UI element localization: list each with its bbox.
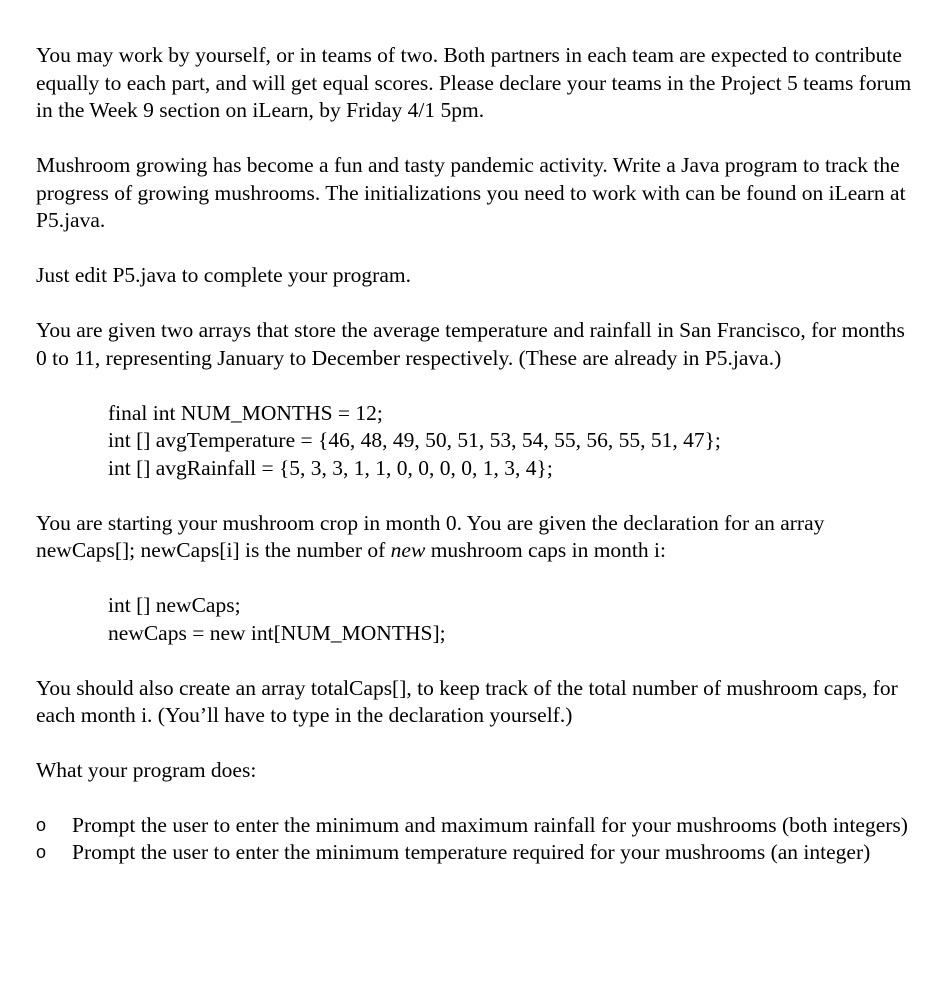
program-heading: What your program does: bbox=[36, 758, 257, 782]
newcaps-intro-paragraph bbox=[36, 510, 916, 565]
arrays-intro-paragraph: You are given two arrays that store the average temperature and rainfall in San Francisco, for months 0 to 11, representing January to December respectively. (These are already in P5.java.) bbox=[36, 318, 905, 370]
arrays-code-block bbox=[108, 400, 916, 483]
requirements-list bbox=[36, 812, 916, 867]
task-paragraph: Mushroom growing has become a fun and tasty pandemic activity. Write a Java program to track the progress of growing mushrooms. The initializations you need to work with can be found on iLearn at P5.java. bbox=[36, 153, 906, 232]
list-item-text: Prompt the user to enter the minimum and maximum rainfall for your mushrooms (both integers) bbox=[72, 812, 908, 837]
code-line-avg-temperature: int [] avgTemperature = {46, 48, 49, 50, 51, 53, 54, 55, 56, 55, 51, 47}; bbox=[108, 428, 721, 452]
code-line-newcaps-allocation: newCaps = new int[NUM_MONTHS]; bbox=[108, 620, 446, 645]
newcaps-intro-before: You are starting your mushroom crop in month 0. You are given the declaration for an array newCaps[]; newCaps[i] is the number of bbox=[36, 510, 825, 562]
newcaps-intro-after: mushroom caps in month i: bbox=[425, 538, 666, 562]
edit-note-paragraph: Just edit P5.java to complete your program. bbox=[36, 263, 411, 287]
totalcaps-paragraph: You should also create an array totalCaps[], to keep track of the total number of mushroom caps, for each month i. (You’ll have to type in the declaration yourself.) bbox=[36, 675, 898, 727]
list-item-text: Prompt the user to enter the minimum temperature required for your mushrooms (an integer) bbox=[72, 840, 871, 864]
intro-paragraph: You may work by yourself, or in teams of two. Both partners in each team are expected to contribute equally to each part, and will get equal scores. Please declare your teams in the Project 5 teams forum in the Week 9 section on iLearn, by Friday 4/1 5pm. bbox=[36, 43, 912, 122]
bullet-circle-icon: o bbox=[36, 814, 47, 835]
assignment-document bbox=[36, 42, 916, 867]
code-line-avg-rainfall: int [] avgRainfall = {5, 3, 3, 1, 1, 0, 0, 0, 0, 1, 3, 4}; bbox=[108, 455, 553, 480]
newcaps-intro-emphasis: new bbox=[390, 538, 426, 562]
code-line-newcaps-declaration: int [] newCaps; bbox=[108, 593, 241, 617]
bullet-circle-icon: o bbox=[36, 842, 47, 862]
list-item bbox=[36, 812, 916, 840]
list-item bbox=[36, 839, 916, 867]
newcaps-code-block bbox=[108, 592, 916, 647]
code-line-num-months: final int NUM_MONTHS = 12; bbox=[108, 400, 383, 425]
